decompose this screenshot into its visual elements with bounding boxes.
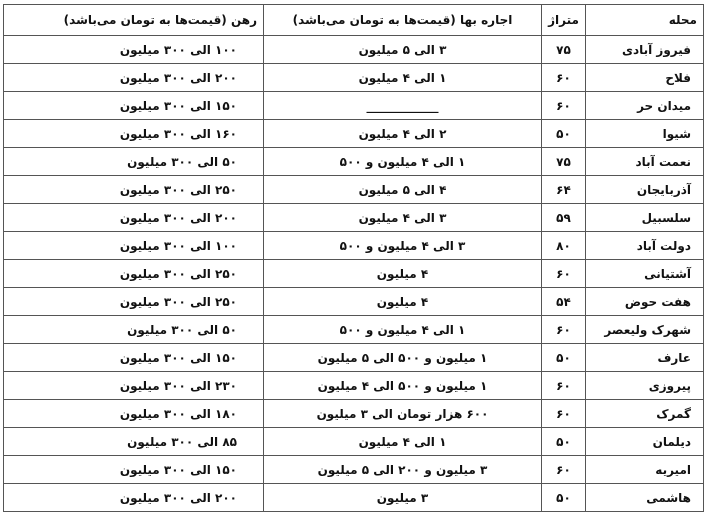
size-cell: ۷۵	[542, 36, 586, 64]
mortgage-cell: ۲۵۰ الی ۳۰۰ میلیون	[4, 260, 264, 288]
rent-prices-table	[3, 4, 704, 512]
table-row	[4, 372, 704, 400]
table-row	[4, 120, 704, 148]
size-cell: ۵۹	[542, 204, 586, 232]
area-cell: هفت حوض	[586, 288, 704, 316]
size-cell: ۶۰	[542, 316, 586, 344]
rent-cell: ۱ الی ۴ میلیون و ۵۰۰	[264, 148, 542, 176]
header-rent: اجاره بها (قیمت‌ها به تومان می‌باشد)	[264, 5, 542, 36]
table-row	[4, 344, 704, 372]
rent-cell: ۱ میلیون و ۵۰۰ الی ۵ میلیون	[264, 344, 542, 372]
rent-cell: ۶۰۰ هزار تومان الی ۳ میلیون	[264, 400, 542, 428]
area-cell: پیروزی	[586, 372, 704, 400]
area-cell: گمرک	[586, 400, 704, 428]
area-cell: فلاح	[586, 64, 704, 92]
area-cell: آذربایجان	[586, 176, 704, 204]
area-cell: آشتیانی	[586, 260, 704, 288]
mortgage-cell: ۱۵۰ الی ۳۰۰ میلیون	[4, 92, 264, 120]
table-row	[4, 400, 704, 428]
table-row	[4, 232, 704, 260]
table-header-row	[4, 5, 704, 36]
rent-cell: ۴ میلیون	[264, 288, 542, 316]
rent-cell: ۳ الی ۴ میلیون	[264, 204, 542, 232]
rent-cell: ۴ میلیون	[264, 260, 542, 288]
mortgage-cell: ۲۰۰ الی ۳۰۰ میلیون	[4, 484, 264, 512]
area-cell: هاشمی	[586, 484, 704, 512]
table-row	[4, 176, 704, 204]
mortgage-cell: ۱۰۰ الی ۳۰۰ میلیون	[4, 36, 264, 64]
size-cell: ۵۴	[542, 288, 586, 316]
mortgage-cell: ۸۵ الی ۳۰۰ میلیون	[4, 428, 264, 456]
rent-cell: ۴ الی ۵ میلیون	[264, 176, 542, 204]
area-cell: دولت آباد	[586, 232, 704, 260]
size-cell: ۵۰	[542, 428, 586, 456]
size-cell: ۸۰	[542, 232, 586, 260]
rent-cell: ۳ میلیون و ۲۰۰ الی ۵ میلیون	[264, 456, 542, 484]
table-row	[4, 64, 704, 92]
mortgage-cell: ۵۰ الی ۳۰۰ میلیون	[4, 148, 264, 176]
area-cell: عارف	[586, 344, 704, 372]
area-cell: فیروز آبادی	[586, 36, 704, 64]
area-cell: نعمت آباد	[586, 148, 704, 176]
area-cell: دیلمان	[586, 428, 704, 456]
header-size: متراژ	[542, 5, 586, 36]
rent-cell: ____________	[264, 92, 542, 120]
mortgage-cell: ۱۸۰ الی ۳۰۰ میلیون	[4, 400, 264, 428]
table-row	[4, 148, 704, 176]
table-row	[4, 484, 704, 512]
table-row	[4, 316, 704, 344]
mortgage-cell: ۲۵۰ الی ۳۰۰ میلیون	[4, 176, 264, 204]
table-row	[4, 288, 704, 316]
area-cell: شهرک ولیعصر	[586, 316, 704, 344]
mortgage-cell: ۲۳۰ الی ۳۰۰ میلیون	[4, 372, 264, 400]
rent-cell: ۱ الی ۴ میلیون و ۵۰۰	[264, 316, 542, 344]
size-cell: ۶۰	[542, 400, 586, 428]
area-cell: شیوا	[586, 120, 704, 148]
rent-cell: ۱ الی ۴ میلیون	[264, 428, 542, 456]
rent-table-container	[3, 4, 703, 512]
header-area: محله	[586, 5, 704, 36]
mortgage-cell: ۵۰ الی ۳۰۰ میلیون	[4, 316, 264, 344]
size-cell: ۶۴	[542, 176, 586, 204]
size-cell: ۶۰	[542, 260, 586, 288]
size-cell: ۷۵	[542, 148, 586, 176]
table-row	[4, 260, 704, 288]
area-cell: میدان حر	[586, 92, 704, 120]
size-cell: ۶۰	[542, 64, 586, 92]
rent-cell: ۳ میلیون	[264, 484, 542, 512]
table-row	[4, 428, 704, 456]
table-row	[4, 36, 704, 64]
area-cell: امیریه	[586, 456, 704, 484]
mortgage-cell: ۲۵۰ الی ۳۰۰ میلیون	[4, 288, 264, 316]
table-row	[4, 92, 704, 120]
header-mortgage: رهن (قیمت‌ها به تومان می‌باشد)	[4, 5, 264, 36]
mortgage-cell: ۲۰۰ الی ۳۰۰ میلیون	[4, 64, 264, 92]
rent-cell: ۳ الی ۴ میلیون و ۵۰۰	[264, 232, 542, 260]
size-cell: ۶۰	[542, 456, 586, 484]
rent-cell: ۱ میلیون و ۵۰۰ الی ۴ میلیون	[264, 372, 542, 400]
rent-cell: ۳ الی ۵ میلیون	[264, 36, 542, 64]
table-row	[4, 204, 704, 232]
mortgage-cell: ۱۵۰ الی ۳۰۰ میلیون	[4, 344, 264, 372]
rent-cell: ۲ الی ۴ میلیون	[264, 120, 542, 148]
size-cell: ۶۰	[542, 92, 586, 120]
size-cell: ۵۰	[542, 484, 586, 512]
size-cell: ۵۰	[542, 120, 586, 148]
rent-cell: ۱ الی ۴ میلیون	[264, 64, 542, 92]
table-row	[4, 456, 704, 484]
size-cell: ۵۰	[542, 344, 586, 372]
mortgage-cell: ۱۰۰ الی ۳۰۰ میلیون	[4, 232, 264, 260]
mortgage-cell: ۱۵۰ الی ۳۰۰ میلیون	[4, 456, 264, 484]
mortgage-cell: ۲۰۰ الی ۳۰۰ میلیون	[4, 204, 264, 232]
size-cell: ۶۰	[542, 372, 586, 400]
mortgage-cell: ۱۶۰ الی ۳۰۰ میلیون	[4, 120, 264, 148]
area-cell: سلسبیل	[586, 204, 704, 232]
